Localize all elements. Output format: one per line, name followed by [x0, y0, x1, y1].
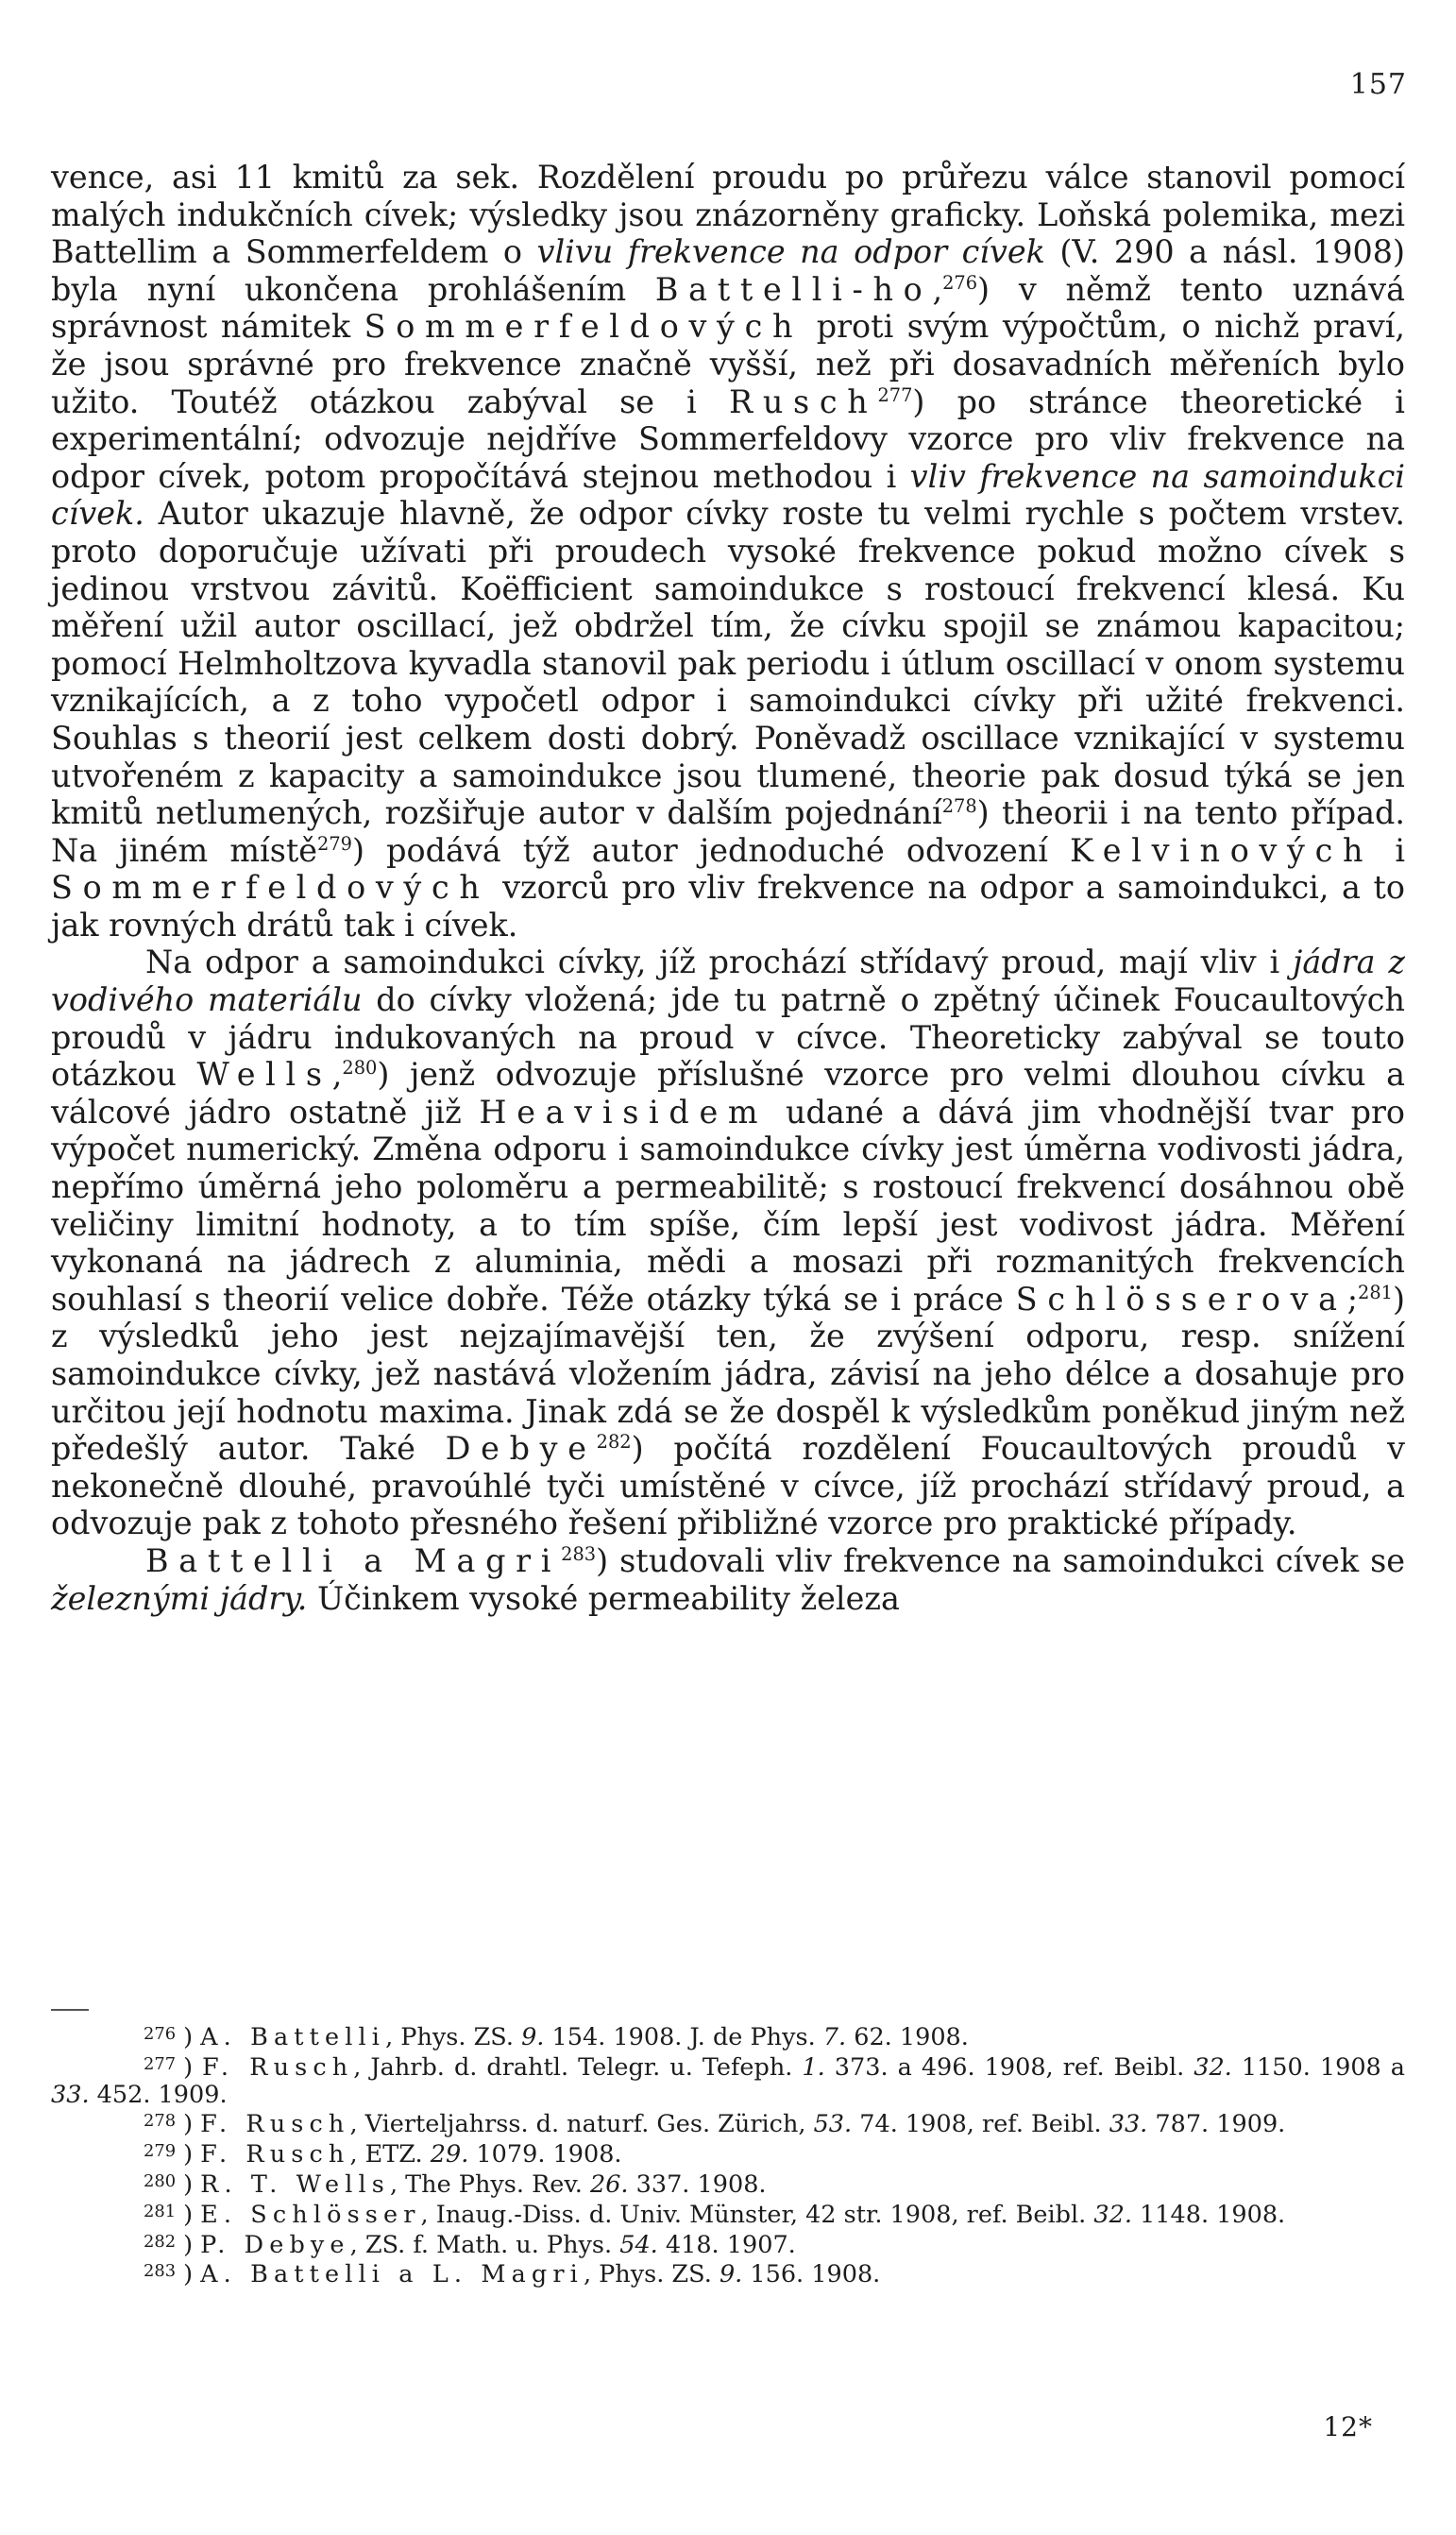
footnote-number: 282 — [144, 2231, 177, 2252]
body-text — [51, 159, 1405, 1617]
italic-text: 26. — [589, 2170, 629, 2200]
text-run: , — [932, 270, 943, 308]
text-run: Autor ukazuje hlavně, že odpor cívky roste tu velmi rychle s počtem vrstev. proto doporučuje užívati při proudech vysoké frekvence pokud možno cívek s jedinou vrstvou závitů. Koëfficient samoindukce s rostoucí frekvencí klesá. Ku měření užil autor oscillací, jež obdržel tím, že cívku spojil se známou kapacitou; pomocí Helmholtzova kyvadla stanovil pak periodu i útlum oscillací v onom systemu vznikajících, a z toho vypočetl odpor i samoindukci cívky při užité frekvenci. Souhlas s theorií jest celkem dosti dobrý. Poněvadž oscillace vznikající v systemu utvořeném z kapacity a samoindukce jsou tlumené, theorie pak dosud týká se jen kmitů netlumených, rozšiřuje autor v dalším pojednání — [51, 495, 1405, 832]
italic-text: 32. — [1093, 2200, 1132, 2229]
italic-text: 29. — [430, 2140, 469, 2169]
italic-text: jádra z vodivého materiálu — [51, 944, 1405, 1019]
footnote-number: 279 — [144, 2141, 177, 2162]
text-run: 1079. 1908. — [468, 2140, 622, 2169]
footnote-ref: 279 — [317, 832, 352, 855]
spaced-name: R. T. Wells — [200, 2170, 390, 2200]
text-run: ) — [183, 2200, 201, 2229]
footnote-number: 280 — [144, 2170, 177, 2191]
text-run: ) — [183, 2023, 201, 2052]
footnote-ref: 281 — [1358, 1281, 1393, 1303]
text-run: ) — [183, 2140, 201, 2169]
text-run: 452. 1909. — [89, 2080, 228, 2109]
spaced-name: Heavisidem — [479, 1093, 769, 1131]
text-run: 373. a 496. 1908, ref. Beibl. — [824, 2053, 1194, 2083]
spaced-name: E. Schlösser — [200, 2200, 421, 2229]
spaced-name: Sommerfeldových — [51, 869, 490, 907]
spaced-name: Rusch — [729, 383, 878, 420]
text-run: (V. 290 a násl. 1908) byla nyní ukončena prohlášením — [51, 233, 1405, 308]
text-run: ) studovali vliv frekvence na samoindukci cívek se — [596, 1541, 1405, 1579]
italic-text: vliv frekvence na samoindukci cívek. — [51, 457, 1406, 533]
italic-text: 7. — [822, 2023, 847, 2052]
text-run: ) jenž odvozuje příslušné vzorce pro velmi dlouhou cívku a válcové jádro ostatně již — [51, 1056, 1405, 1131]
text-run: , Jahrb. d. drahtl. Telegr. u. Tefeph. — [353, 2053, 803, 2083]
italic-text: 32. — [1194, 2053, 1232, 2083]
footnote-number: 276 — [144, 2024, 177, 2044]
text-run: vzorců pro vliv frekvence na odpor a samoindukci, a to jak rovných drátů tak i cívek. — [51, 869, 1405, 944]
text-run: , ZS. f. Math. u. Phys. — [349, 2230, 620, 2259]
text-run: 337. 1908. — [628, 2170, 767, 2200]
text-run: , ETZ. — [349, 2140, 431, 2169]
footnote-ref: 283 — [561, 1542, 597, 1565]
footnote-ref: 282 — [596, 1431, 632, 1454]
italic-text: 54. — [619, 2230, 658, 2259]
spaced-name: Battelli-ho — [654, 270, 933, 308]
italic-text: 33. — [51, 2080, 90, 2109]
text-run: ) — [183, 2260, 201, 2289]
spaced-name: F. Rusch — [200, 2140, 350, 2169]
spaced-name: P. Debye — [200, 2230, 350, 2259]
paragraph — [51, 944, 1405, 1542]
italic-text: 9. — [521, 2023, 545, 2052]
footnote-number: 278 — [144, 2111, 177, 2132]
spaced-name: Debye — [445, 1430, 597, 1468]
footnote — [51, 2021, 1405, 2051]
text-run: ; — [1346, 1280, 1359, 1318]
text-run: udané a dává jim vhodnější tvar pro výpočet numerický. Změna odporu i samoindukce cívky jest úměrna vodivosti jádra, nepřímo úměrná jeho poloměru a permeabilitě; s rostoucí frekvencí dosáhnou obě veličiny limitní hodnoty, a to tím spíše, čím lepší jest vodivost jádra. Měření vykonaná na jádrech z aluminia, mědi a mosazi při rozmanitých frekvencích souhlasí s theorií velice dobře. Téže otázky týká se i práce — [51, 1093, 1406, 1318]
text-run: , — [331, 1056, 343, 1094]
footnote — [51, 2229, 1405, 2259]
footnote — [51, 2051, 1405, 2108]
footnotes — [51, 2021, 1405, 2288]
text-run: 1148. 1908. — [1131, 2200, 1286, 2229]
text-run: Na odpor a samoindukci cívky, jíž prochází střídavý proud, mají vliv i — [145, 944, 1294, 981]
spaced-name: Wells — [196, 1056, 332, 1094]
footnote-divider — [51, 2009, 89, 2011]
paragraph — [51, 159, 1405, 944]
page-number: 157 — [1349, 68, 1407, 101]
text-run: ) z výsledků jeho jest nejzajímavější ten, že zvýšení odporu, resp. snížení samoindukce cívky, jež nastává vložením jádra, závisí na jeho délce a dosahuje pro určitou její hodnotu maxima. Jinak zdá se že dospěl k výsledkům poněkud jiným než předešlý autor. Také — [51, 1280, 1405, 1468]
footnote — [51, 2169, 1405, 2199]
footnote-ref: 278 — [941, 795, 977, 818]
footnote-ref: 276 — [942, 271, 978, 294]
text-run: 74. 1908, ref. Beibl. — [852, 2110, 1109, 2139]
italic-text: 33. — [1109, 2110, 1148, 2139]
footnote-number: 283 — [144, 2261, 177, 2282]
text-run: , Inaug.-Diss. d. Univ. Münster, 42 str. 1908, ref. Beibl. — [420, 2200, 1094, 2229]
spaced-name: Sommerfeldových — [364, 308, 804, 346]
text-run: ) podává týž autor jednoduché odvození — [351, 831, 1071, 869]
text-run: , Vierteljahrss. d. naturf. Ges. Zürich, — [349, 2110, 814, 2139]
text-run: 418. 1907. — [657, 2230, 796, 2259]
text-run: , Phys. ZS. — [385, 2023, 522, 2052]
spaced-name: Schlösserova — [1015, 1280, 1347, 1318]
text-run: 154. 1908. J. de Phys. — [544, 2023, 823, 2052]
footnote — [51, 2108, 1405, 2138]
text-run: 62. 1908. — [846, 2023, 969, 2052]
italic-text: železnými jádry. — [51, 1579, 308, 1617]
text-run: vence, asi 11 kmitů za sek. Rozdělení proudu po průřezu válce stanovil pomocí malých indukčních cívek; výsledky jsou znázorněny graficky. Loňská polemika, mezi Battellim a Sommerfeldem o — [51, 159, 1405, 271]
spaced-name: Battelli a Magri — [145, 1541, 562, 1579]
italic-text: 1. — [802, 2053, 825, 2083]
text-run: ) počítá rozdělení Foucaultových proudů v nekonečně dlouhé, pravoúhlé tyči umístěné v cívce, jíž prochází střídavý proud, a odvozuje pak z tohoto přesného řešení přibližné vzorce pro praktické případy. — [51, 1430, 1406, 1542]
footnote-number: 277 — [144, 2053, 177, 2074]
footnote-ref: 280 — [342, 1057, 378, 1080]
text-run: ) — [183, 2110, 201, 2139]
spaced-name: F. Rusch — [202, 2053, 354, 2083]
text-run: ) — [183, 2170, 201, 2200]
text-run: do cívky vložená; jde tu patrně o zpětný účinek Foucaultových proudů v jádru indukovaných na proud v cívce. Theoreticky zabýval se touto otázkou — [51, 981, 1405, 1094]
italic-text: vlivu frekvence na odpor cívek — [536, 233, 1045, 271]
italic-text: 9. — [719, 2260, 743, 2289]
text-run: proti svým výpočtům, o nichž praví, že jsou správné pro frekvence značně vyšší, než při dosavadních měřeních bylo užito. Toutéž otázkou zabýval se i — [51, 308, 1405, 420]
text-run: ) po stránce theoretické i experimentální; odvozuje nejdříve Sommerfeldovy vzorce pro vliv frekvence na odpor cívek, potom propočítává stejnou methodou i — [51, 383, 1405, 495]
footnote — [51, 2258, 1405, 2288]
footnote — [51, 2199, 1405, 2229]
spaced-name: F. Rusch — [200, 2110, 350, 2139]
paragraph — [51, 1542, 1405, 1617]
text-run: 1150. 1908 a — [1231, 2053, 1405, 2083]
text-run: ) theorii i na tento případ. Na jiném místě — [51, 794, 1405, 869]
text-run: ) — [183, 2053, 203, 2083]
text-run: ) — [183, 2230, 201, 2259]
text-run: i — [1373, 831, 1406, 869]
printer-signature: 12* — [1323, 2411, 1373, 2442]
text-run: Účinkem vysoké permeability železa — [307, 1579, 900, 1617]
footnote-ref: 277 — [877, 383, 913, 406]
text-run: ) v němž tento uznává správnost námitek — [51, 270, 1405, 346]
italic-text: 53. — [813, 2110, 853, 2139]
footnote — [51, 2138, 1405, 2169]
text-run: 787. 1909. — [1147, 2110, 1286, 2139]
spaced-name: A. Battelli a L. Magri — [200, 2260, 584, 2289]
spaced-name: Kelvinových — [1070, 831, 1374, 869]
footnote-number: 281 — [144, 2201, 177, 2221]
text-run: , Phys. ZS. — [583, 2260, 720, 2289]
text-run: 156. 1908. — [742, 2260, 881, 2289]
text-run: , The Phys. Rev. — [389, 2170, 590, 2200]
spaced-name: A. Battelli — [200, 2023, 386, 2052]
